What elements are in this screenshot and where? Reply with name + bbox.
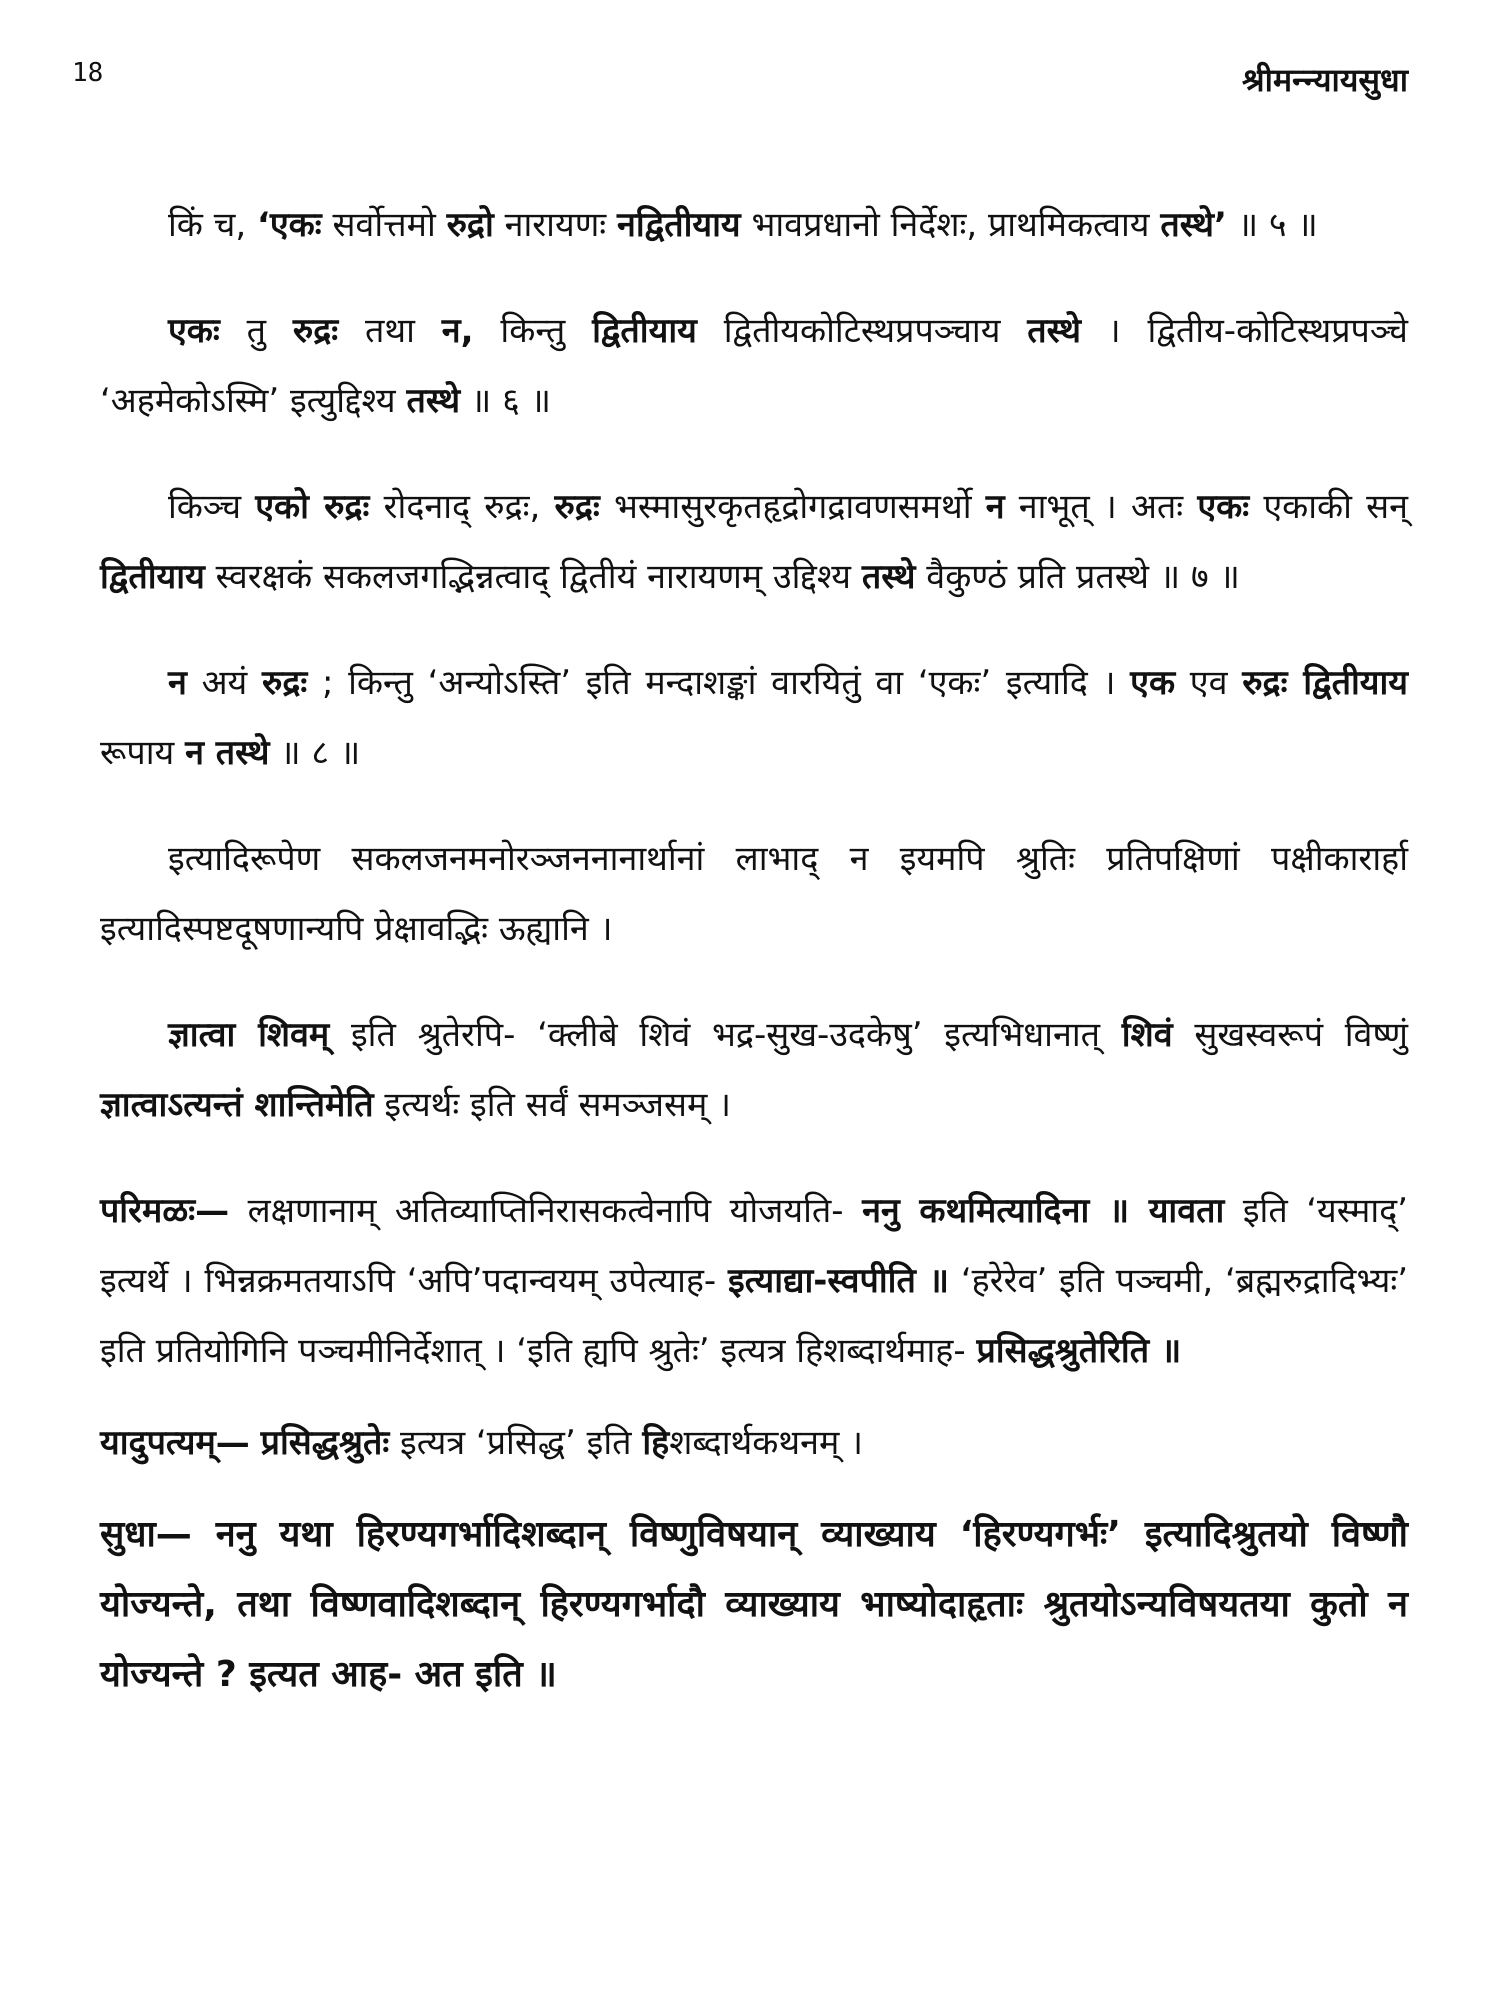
bold-term: रुद्रः द्वितीयाय <box>1242 663 1408 703</box>
bold-term: शिवं <box>1121 1015 1173 1055</box>
bold-term: तस्थे <box>861 557 916 597</box>
verse-number: ॥ ६ ॥ <box>460 381 551 421</box>
bold-term: ज्ञात्वा शिवम् <box>168 1015 330 1055</box>
bold-term: न तस्थे <box>185 733 270 773</box>
bold-term: अत इति ॥ <box>414 1654 557 1695</box>
bold-term: एक <box>1130 663 1176 703</box>
bold-term: एकः <box>1197 487 1250 527</box>
bold-term: द्वितीयाय <box>100 557 205 597</box>
bold-term: प्रसिद्धश्रुतेः <box>260 1423 390 1463</box>
bold-term: इत्याद्या-स्वपीति ॥ <box>728 1261 950 1301</box>
verse-commentary-5 <box>100 190 1408 260</box>
text-span: द्वितीयकोटिस्थप्रपञ्चाय <box>696 311 1028 351</box>
verse-commentary-6 <box>100 296 1408 436</box>
text-span: इति ‘यस्माद्’ इत्यर्थे । भिन्नक्रमतयाऽपि ‘अपि’पदान्वयम् उपेत्याह- <box>100 1191 1408 1301</box>
sudha-commentary <box>100 1500 1408 1710</box>
text-span: किञ्च <box>168 487 256 527</box>
parimala-commentary <box>100 1176 1408 1386</box>
shiva-paragraph <box>100 1000 1408 1140</box>
text-span: एकाकी सन् <box>1249 487 1409 527</box>
commentary-heading: सुधा— <box>100 1514 192 1555</box>
text-span: ; किन्तु ‘अन्योऽस्ति’ इति मन्दाशङ्कां वारयितुं वा ‘एकः’ इत्यादि । <box>307 663 1131 703</box>
bold-term: रुद्रः <box>554 487 600 527</box>
bold-term: ‘एकः <box>256 205 322 245</box>
text-span: सर्वोत्तमो <box>321 205 447 245</box>
text-span: भावप्रधानो निर्देशः, प्राथमिकत्वाय <box>740 205 1161 245</box>
bold-term: रुद्रो <box>446 205 494 245</box>
text-span: किं च, <box>168 205 257 245</box>
yadupatya-commentary <box>100 1408 1408 1478</box>
text-span: इत्यादिरूपेण सकलजनमनोरञ्जननानार्थानां लाभाद् न इयमपि श्रुतिः प्रतिपक्षिणां पक्षीकारार्हा इत्यादिस्पष्टदूषणान्यपि प्रेक्षावद्भिः ऊह्यानि । <box>100 839 1408 949</box>
verse-number: ॥ ५ ॥ <box>1226 205 1318 245</box>
verse-number: ॥ ८ ॥ <box>269 733 361 773</box>
verse-number: वैकुण्ठं प्रति प्रतस्थे ॥ ७ ॥ <box>915 557 1240 597</box>
verse-commentary-7 <box>100 472 1408 612</box>
commentary-heading: यादुपत्यम्— <box>100 1423 250 1463</box>
bold-term: एकः <box>168 311 220 351</box>
page-number: 18 <box>72 58 104 88</box>
summary-paragraph <box>100 824 1408 964</box>
text-span: रोदनाद् रुद्रः, <box>369 487 555 527</box>
verse-commentary-8 <box>100 648 1408 788</box>
text-span: भस्मासुरकृतहृद्रोगद्रावणसमर्थो <box>599 487 986 527</box>
bold-term: द्वितीयाय <box>592 311 697 351</box>
text-span: एव <box>1175 663 1243 703</box>
bold-term: नद्वितीयाय <box>616 205 741 245</box>
text-span: तु <box>219 311 293 351</box>
text-span: इति श्रुतेरपि- ‘क्लीबे शिवं भद्र-सुख-उदकेषु’ इत्यभिधानात् <box>329 1015 1122 1055</box>
bold-term: रुद्रः <box>261 663 308 703</box>
bold-term: हि <box>642 1423 670 1463</box>
text-span: शब्दार्थकथनम् । <box>669 1423 863 1463</box>
commentary-heading: परिमळः— <box>100 1191 230 1231</box>
page-body <box>100 190 1408 1746</box>
bold-term: न, <box>441 311 474 351</box>
text-span: किन्तु <box>473 311 593 351</box>
bold-term: ननु कथमित्यादिना ॥ यावता <box>862 1191 1225 1231</box>
bold-term: न <box>168 663 187 703</box>
bold-term: तस्थे <box>1027 311 1081 351</box>
text-span: अयं <box>186 663 262 703</box>
text-span: नारायणः <box>493 205 617 245</box>
bold-term: न <box>985 487 1005 527</box>
text-span: नाभूत् । अतः <box>1004 487 1198 527</box>
bold-term: एको रुद्रः <box>255 487 370 527</box>
text-span: सुखस्वरूपं विष्णुं <box>1172 1015 1408 1055</box>
text-span <box>250 1423 261 1463</box>
running-title: श्रीमन्न्यायसुधा <box>1242 61 1408 99</box>
text-span: । द्वितीय-कोटिस्थप्रपञ्चे ‘अहमेकोऽस्मि’ इत्युद्दिश्य <box>100 311 1409 421</box>
text-span: इत्यर्थः इति सर्वं समञ्जसम् । <box>373 1085 731 1125</box>
bold-term: प्रसिद्धश्रुतेरिति ॥ <box>976 1331 1182 1371</box>
bold-term: रुद्रः <box>292 311 339 351</box>
bold-term: तस्थे’ <box>1160 205 1227 245</box>
text-span: स्वरक्षकं सकलजगद्भिन्नत्वाद् द्वितीयं नारायणम् उद्दिश्य <box>204 557 862 597</box>
text-span: ननु यथा हिरण्यगर्भादिशब्दान् विष्णुविषयान् व्याख्याय ‘हिरण्यगर्भः’ इत्यादिश्रुतयो विष्णौ योज्यन्ते, तथा विष्णवादिशब्दान् हिरण्यगर्भादौ व्याख्याय भाष्योदाहृताः श्रुतयोऽन्यविषयतया कुतो न योज्यन्ते ? इत्यत आह- <box>100 1514 1408 1695</box>
bold-term: तस्थे <box>406 381 461 421</box>
text-span: लक्षणानाम् अतिव्याप्तिनिरासकत्वेनापि योजयति- <box>229 1191 863 1231</box>
text-span: तथा <box>338 311 442 351</box>
bold-term: ज्ञात्वाऽत्यन्तं शान्तिमेति <box>100 1085 374 1125</box>
text-span: इत्यत्र ‘प्रसिद्ध’ इति <box>389 1423 643 1463</box>
text-span: ‘हरेरेव’ इति पञ्चमी, ‘ब्रह्मरुद्रादिभ्यः’ इति प्रतियोगिनि पञ्चमीनिर्देशात् । ‘इति ह्यपि श्रुतेः’ इत्यत्र हिशब्दार्थमाह- <box>100 1261 1408 1371</box>
text-span: रूपाय <box>100 733 186 773</box>
